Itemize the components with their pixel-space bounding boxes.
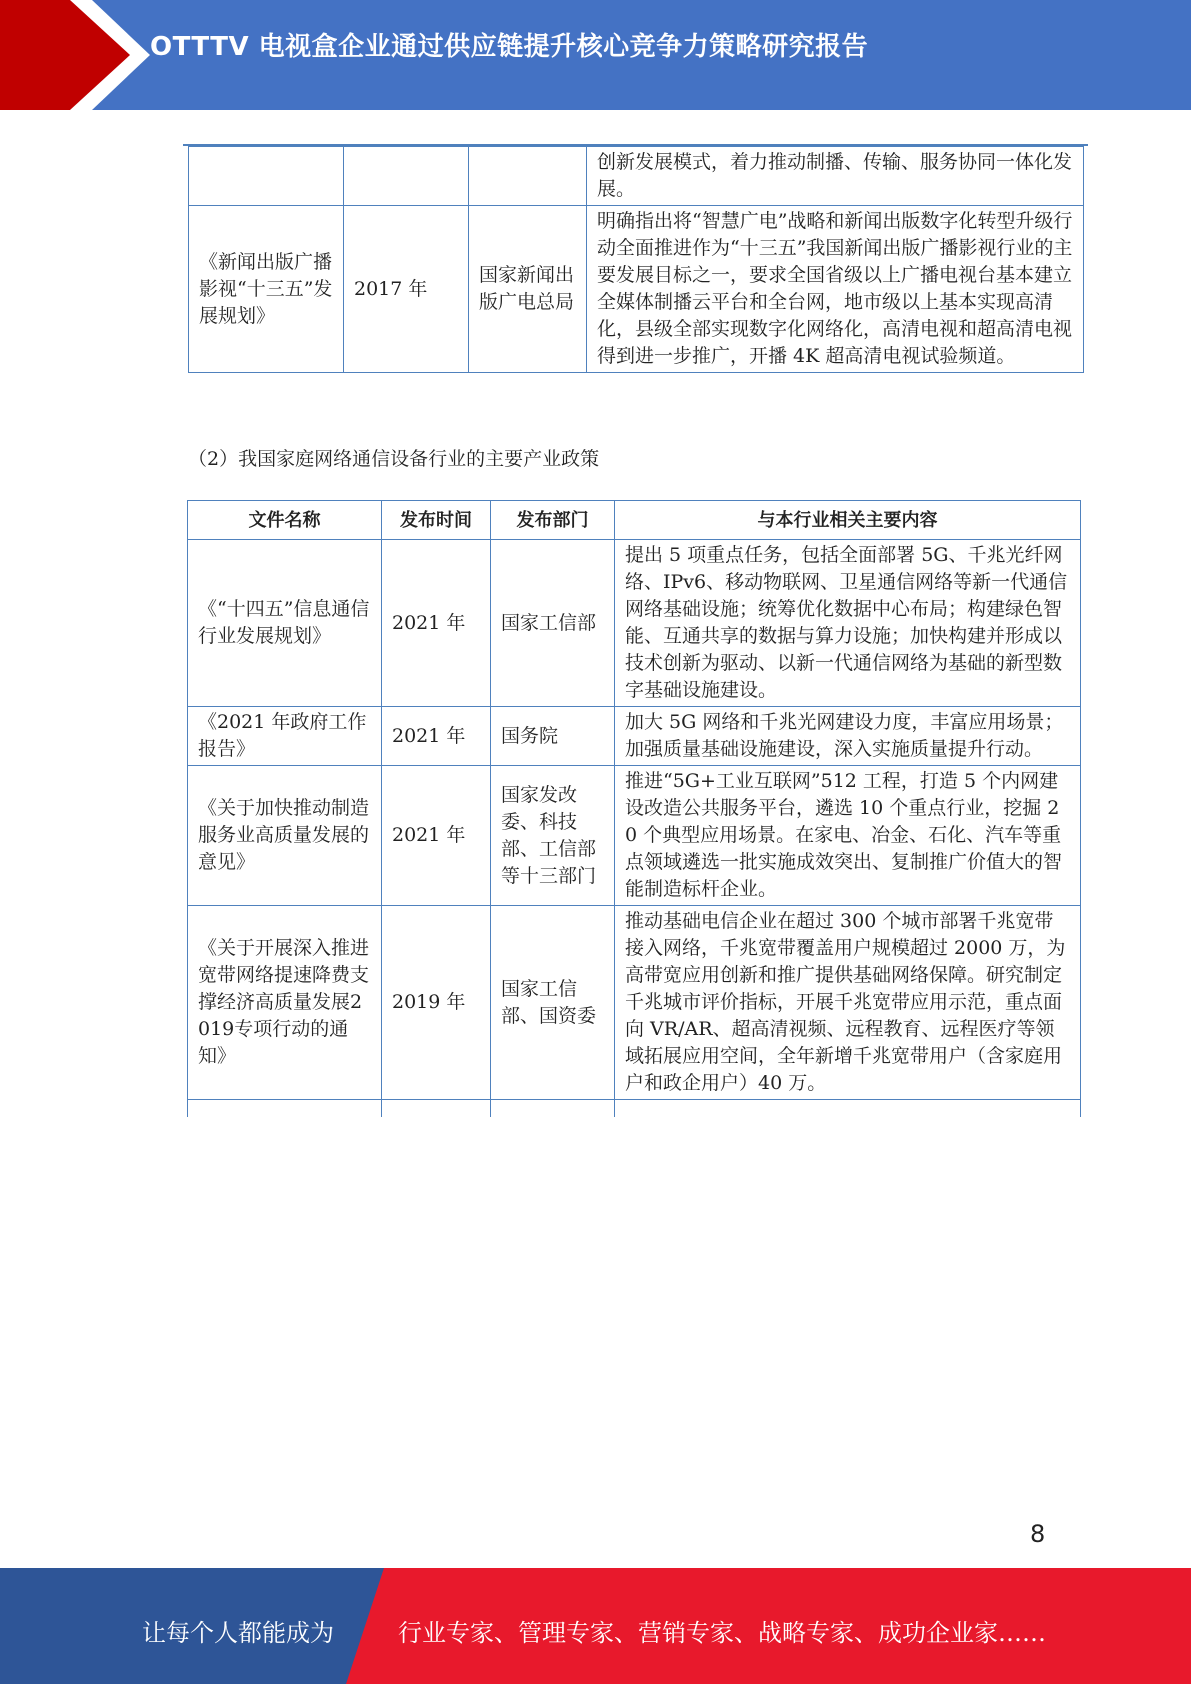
column-header: 发布部门 [491,501,615,540]
content-cell: 明确指出将“智慧广电”战略和新闻出版数字化转型升级行动全面推进作为“十三五”我国新闻出版广播影视行业的主要发展目标之一，要求全国省级以上广播电视台基本建立全媒体制播云平台和全台网，地市级以上基本实现高清化，县级全部实现数字化网络化，高清电视和超高清电视得到进一步推广，开播 4K 超高清电视试验频道。 [587,206,1084,373]
footer-slogan-right: 行业专家、管理专家、营销专家、战略专家、成功企业家…… [398,1619,1046,1647]
content-cell: 推动基础电信企业在超过 300 个城市部署千兆宽带接入网络，千兆宽带覆盖用户规模超过 2000 万，为高带宽应用创新和推广提供基础网络保障。研究制定千兆城市评价指标，开展千兆宽带应用示范，重点面向 VR/AR、超高清视频、远程教育、远程医疗等领域拓展应用空间，全年新增千兆宽带用户（含家庭用户和政企用户）40 万。 [615,906,1081,1100]
table-row [188,906,1081,1100]
publish-time-cell: 2021 年 [382,707,491,766]
table-row [188,540,1081,707]
content-cell: 创新发展模式，着力推动制播、传输、服务协同一体化发展。 [587,147,1084,206]
publish-time-cell: 2021 年 [382,766,491,906]
publish-time-cell [344,147,469,206]
column-header: 文件名称 [188,501,382,540]
publish-time-cell: 2019 年 [382,906,491,1100]
doc-name-cell: 《关于开展深入推进宽带网络提速降费支撑经济高质量发展2019专项行动的通知》 [188,906,382,1100]
content-cell: 加大 5G 网络和千兆光网建设力度，丰富应用场景；加强质量基础设施建设，深入实施质量提升行动。 [615,707,1081,766]
page-number: 8 [1030,1520,1046,1548]
table-row [189,206,1084,373]
header-arrow-icon [0,0,160,110]
footer-slogan-left: 让每个人都能成为 [142,1619,334,1647]
department-cell [469,147,587,206]
table-header-row [188,501,1081,540]
publish-time-cell: 2021 年 [382,540,491,707]
department-cell: 国务院 [491,707,615,766]
policy-table-continued [188,146,1084,373]
department-cell: 国家工信部、国资委 [491,906,615,1100]
doc-name-cell: 《2021 年政府工作报告》 [188,707,382,766]
policy-table [187,500,1081,1130]
table-row [188,766,1081,906]
department-cell: 国家发改委、科技部、工信部等十三部门 [491,766,615,906]
page-title: OTTTV 电视盒企业通过供应链提升核心竞争力策略研究报告 [150,32,869,62]
doc-name-cell: 《关于加快推动制造服务业高质量发展的意见》 [188,766,382,906]
column-header: 与本行业相关主要内容 [615,501,1081,540]
doc-name-cell: 《新闻出版广播影视“十三五”发展规划》 [189,206,344,373]
doc-name-cell: 《“十四五”信息通信行业发展规划》 [188,540,382,707]
column-header: 发布时间 [382,501,491,540]
content-cell: 推进“5G+工业互联网”512 工程，打造 5 个内网建设改造公共服务平台，遴选 10 个重点行业，挖掘 20 个典型应用场景。在家电、冶金、石化、汽车等重点领域遴选一批实施成效突出、复制推广价值大的智能制造标杆企业。 [615,766,1081,906]
department-cell: 国家新闻出版广电总局 [469,206,587,373]
table-row [188,707,1081,766]
table-row [189,147,1084,206]
section-heading: （2）我国家庭网络通信设备行业的主要产业政策 [188,448,600,470]
content-cell: 提出 5 项重点任务，包括全面部署 5G、千兆光纤网络、IPv6、移动物联网、卫星通信网络等新一代通信网络基础设施；统筹优化数据中心布局；构建绿色智能、互通共享的数据与算力设施；加快构建并形成以技术创新为驱动、以新一代通信网络为基础的新型数字基础设施建设。 [615,540,1081,707]
department-cell: 国家工信部 [491,540,615,707]
doc-name-cell [189,147,344,206]
publish-time-cell: 2017 年 [344,206,469,373]
page-cut-mask [186,1117,1086,1137]
